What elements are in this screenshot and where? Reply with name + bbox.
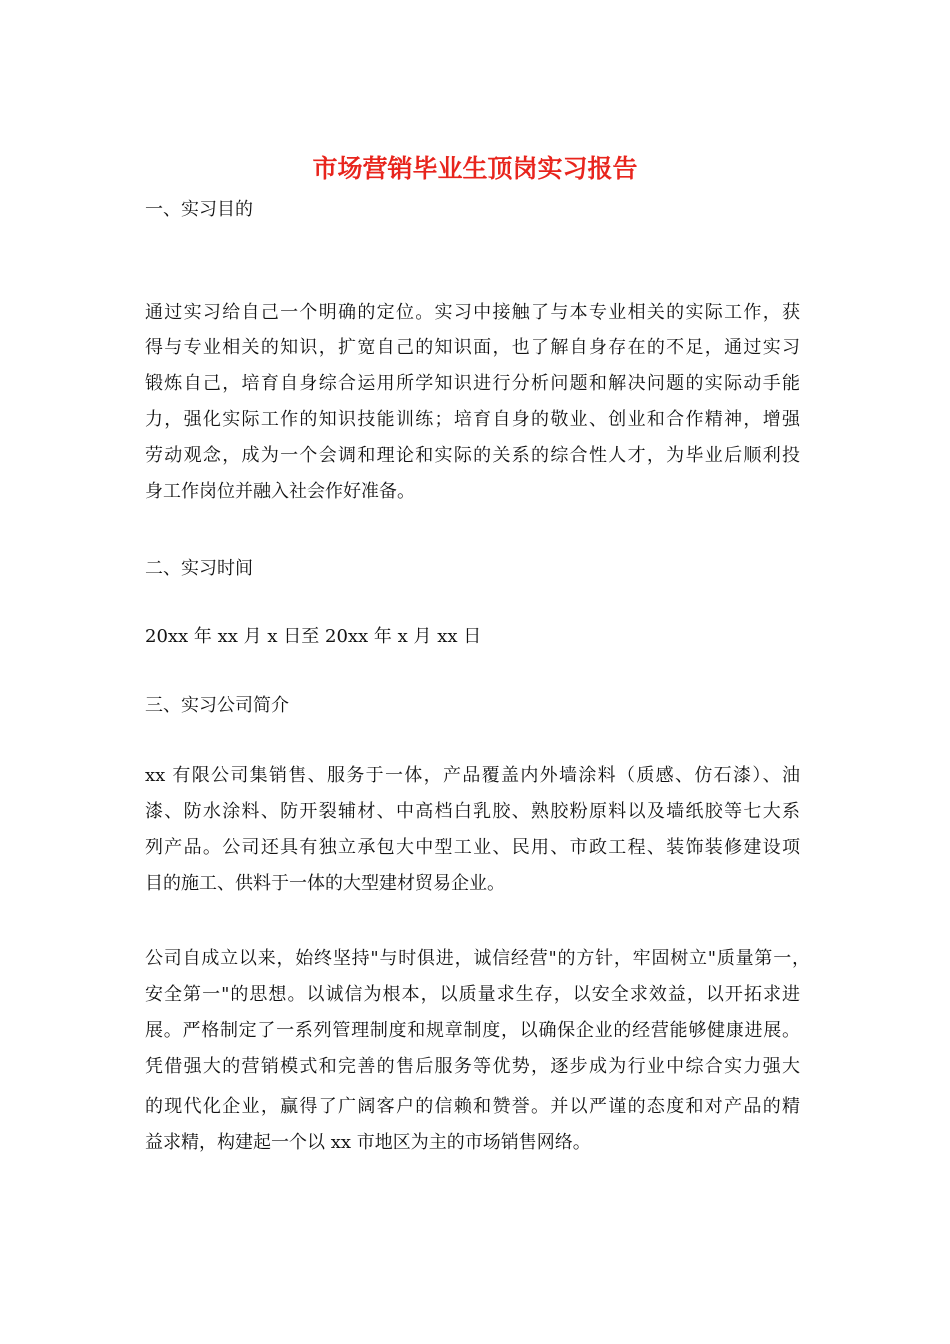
paragraph-line: 通过实习给自己一个明确的定位。实习中接触了与本专业相关的实际工作，获 (145, 302, 800, 323)
internship-period: 20xx 年 xx 月 x 日至 20xx 年 x 月 xx 日 (145, 626, 482, 647)
paragraph-line: 凭借强大的营销模式和完善的售后服务等优势，逐步成为行业中综合实力强大 (145, 1056, 800, 1077)
paragraph-line: 身工作岗位并融入社会作好准备。 (145, 481, 415, 502)
paragraph-line: 劳动观念，成为一个会调和理论和实际的关系的综合性人才，为毕业后顺利投 (145, 445, 800, 466)
paragraph-line: xx 有限公司集销售、服务于一体，产品覆盖内外墙涂料（质感、仿石漆）、油 (145, 765, 800, 786)
document-title: 市场营销毕业生顶岗实习报告 (312, 154, 638, 183)
paragraph-line: 漆、防水涂料、防开裂辅材、中高档白乳胶、熟胶粉原料以及墙纸胶等七大系 (145, 801, 800, 822)
paragraph-line: 得与专业相关的知识，扩宽自己的知识面，也了解自身存在的不足，通过实习 (145, 337, 800, 358)
paragraph-line: 展。严格制定了一系列管理制度和规章制度，以确保企业的经营能够健康进展。 (145, 1020, 800, 1041)
paragraph-line: 锻炼自己，培育自身综合运用所学知识进行分析问题和解决问题的实际动手能 (145, 373, 800, 394)
paragraph-line: 安全第一"的思想。以诚信为根本，以质量求生存，以安全求效益，以开拓求进 (145, 984, 800, 1005)
paragraph-line: 力，强化实际工作的知识技能训练；培育自身的敬业、创业和合作精神，增强 (145, 409, 800, 430)
section-heading-time: 二、实习时间 (145, 558, 253, 579)
section-heading-purpose: 一、实习目的 (145, 199, 253, 220)
paragraph-line: 目的施工、供料于一体的大型建材贸易企业。 (145, 873, 505, 894)
section-heading-company: 三、实习公司简介 (145, 695, 289, 716)
paragraph-line: 公司自成立以来，始终坚持"与时俱进，诚信经营"的方针，牢固树立"质量第一， (145, 948, 810, 969)
paragraph-line: 的现代化企业，赢得了广阔客户的信赖和赞誉。并以严谨的态度和对产品的精 (145, 1096, 800, 1117)
paragraph-line: 益求精，构建起一个以 xx 市地区为主的市场销售网络。 (145, 1132, 591, 1153)
paragraph-line: 列产品。公司还具有独立承包大中型工业、民用、市政工程、装饰装修建设项 (145, 837, 800, 858)
